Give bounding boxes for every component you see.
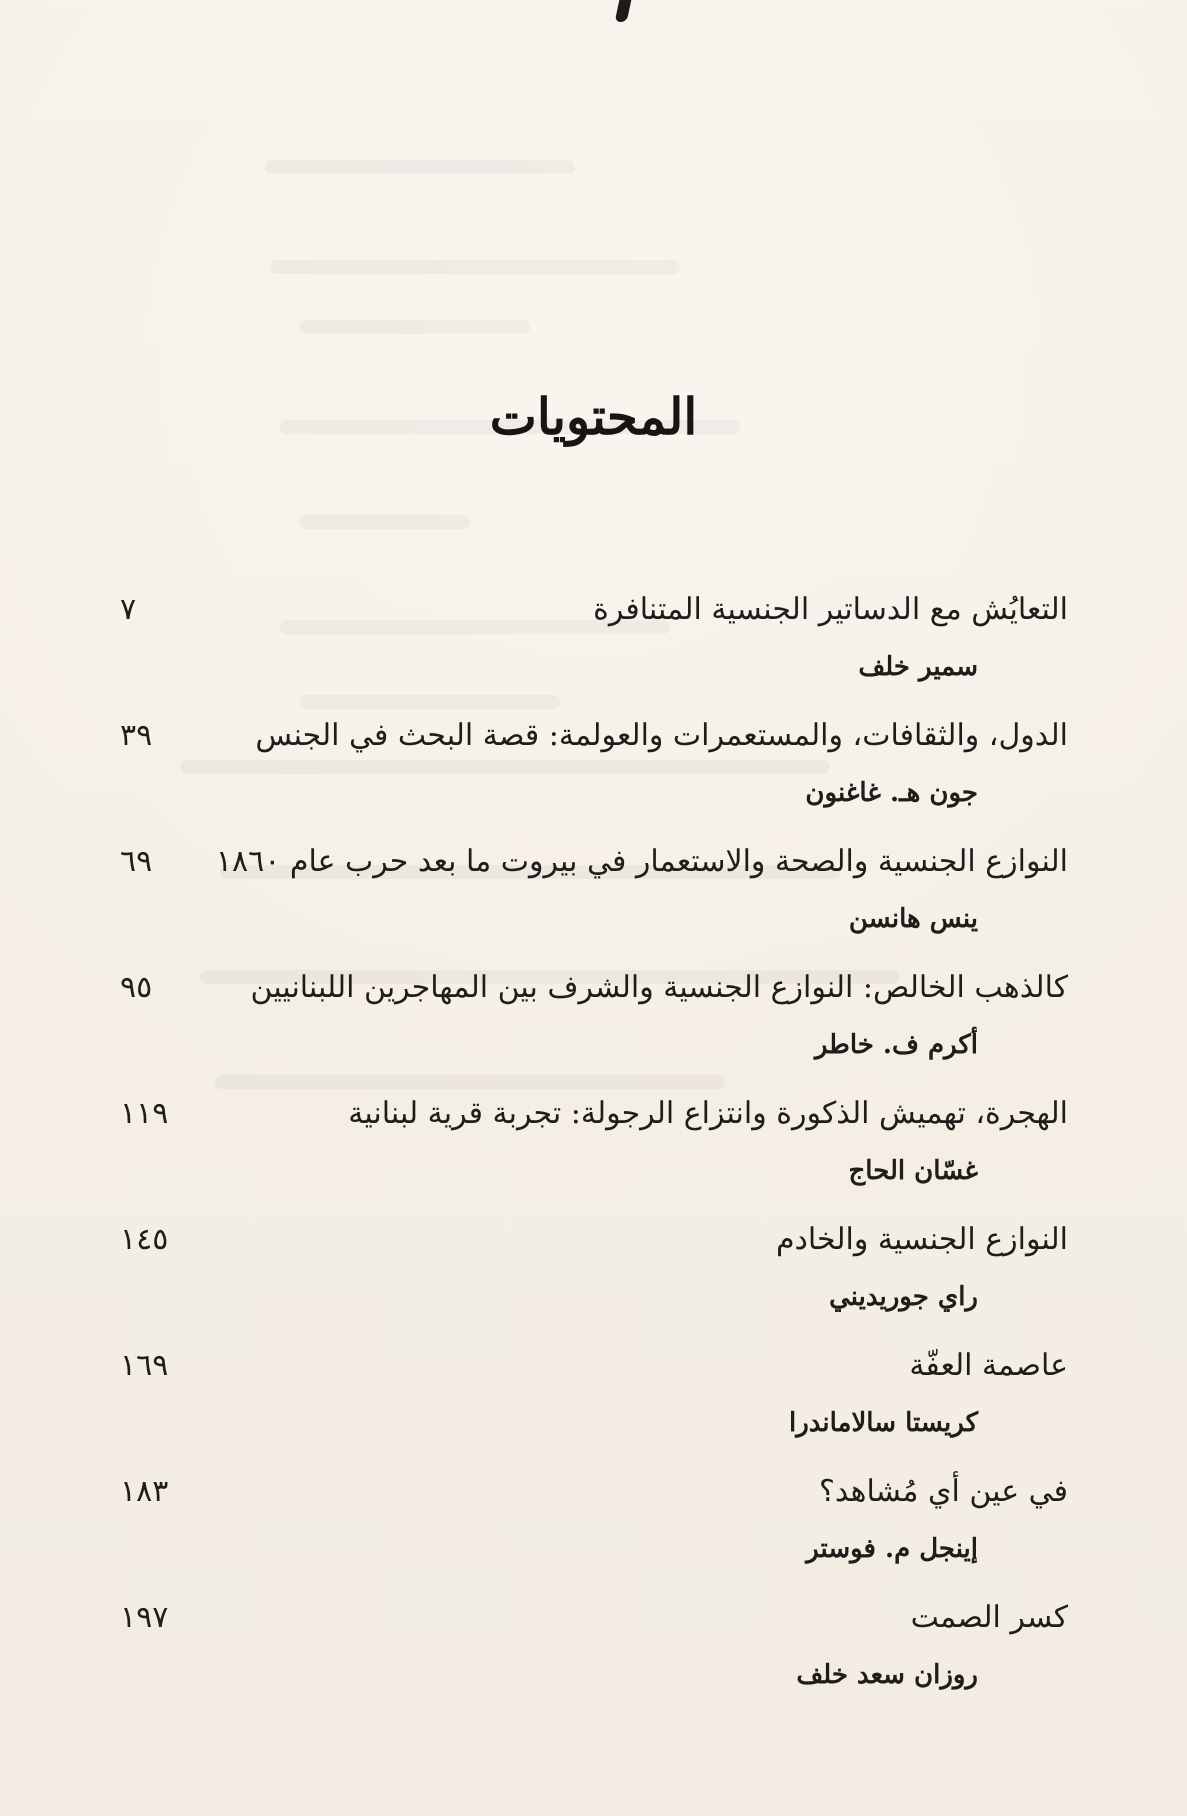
entry-title: كالذهب الخالص: النوازع الجنسية والشرف بين المهاجرين اللبنانيين <box>250 970 1068 1005</box>
entry-page-number: ٣٩ <box>120 718 153 753</box>
toc-entry <box>120 1598 1068 1724</box>
entry-author: جون هـ. غاغنون <box>805 778 978 808</box>
entry-title: التعايُش مع الدساتير الجنسية المتنافرة <box>593 592 1068 627</box>
entry-author: روزان سعد خلف <box>796 1660 978 1690</box>
entry-author: سمير خلف <box>858 652 978 682</box>
entry-author: ينس هانسن <box>848 904 978 934</box>
entry-page-number: ١٩٧ <box>120 1600 169 1635</box>
entry-title: عاصمة العفّة <box>909 1348 1068 1383</box>
entry-title: الدول، والثقافات، والمستعمرات والعولمة: قصة البحث في الجنس <box>255 718 1068 753</box>
toc-entry <box>120 1346 1068 1472</box>
toc-entry <box>120 716 1068 842</box>
entry-author: كريستا سالاماندرا <box>788 1408 978 1438</box>
entry-author: راي جوريديني <box>829 1282 978 1312</box>
toc-entry <box>120 1220 1068 1346</box>
toc-entry <box>120 590 1068 716</box>
entry-title: في عين أي مُشاهد؟ <box>818 1474 1068 1509</box>
entry-author: إينجل م. فوستر <box>806 1534 978 1564</box>
entry-page-number: ١٤٥ <box>120 1222 169 1257</box>
entry-page-number: ٦٩ <box>120 844 153 879</box>
toc-entry <box>120 1472 1068 1598</box>
entry-author: غسّان الحاج <box>848 1156 978 1186</box>
entry-title: الهجرة، تهميش الذكورة وانتزاع الرجولة: تجربة قرية لبنانية <box>348 1096 1068 1131</box>
entry-page-number: ١٨٣ <box>120 1474 169 1509</box>
entry-page-number: ١١٩ <box>120 1096 169 1131</box>
ink-mark <box>615 0 632 22</box>
table-of-contents <box>120 590 1068 1724</box>
entry-title: النوازع الجنسية والخادم <box>775 1222 1068 1257</box>
page-title: المحتويات <box>489 386 698 446</box>
entry-title: النوازع الجنسية والصحة والاستعمار في بيروت ما بعد حرب عام ١٨٦٠ <box>215 844 1068 879</box>
entry-title: كسر الصمت <box>910 1600 1068 1635</box>
entry-page-number: ٧ <box>120 592 137 627</box>
entry-author: أكرم ف. خاطر <box>814 1030 978 1060</box>
toc-entry <box>120 842 1068 968</box>
entry-page-number: ٩٥ <box>120 970 153 1005</box>
entry-page-number: ١٦٩ <box>120 1348 169 1383</box>
toc-entry <box>120 968 1068 1094</box>
toc-entry <box>120 1094 1068 1220</box>
